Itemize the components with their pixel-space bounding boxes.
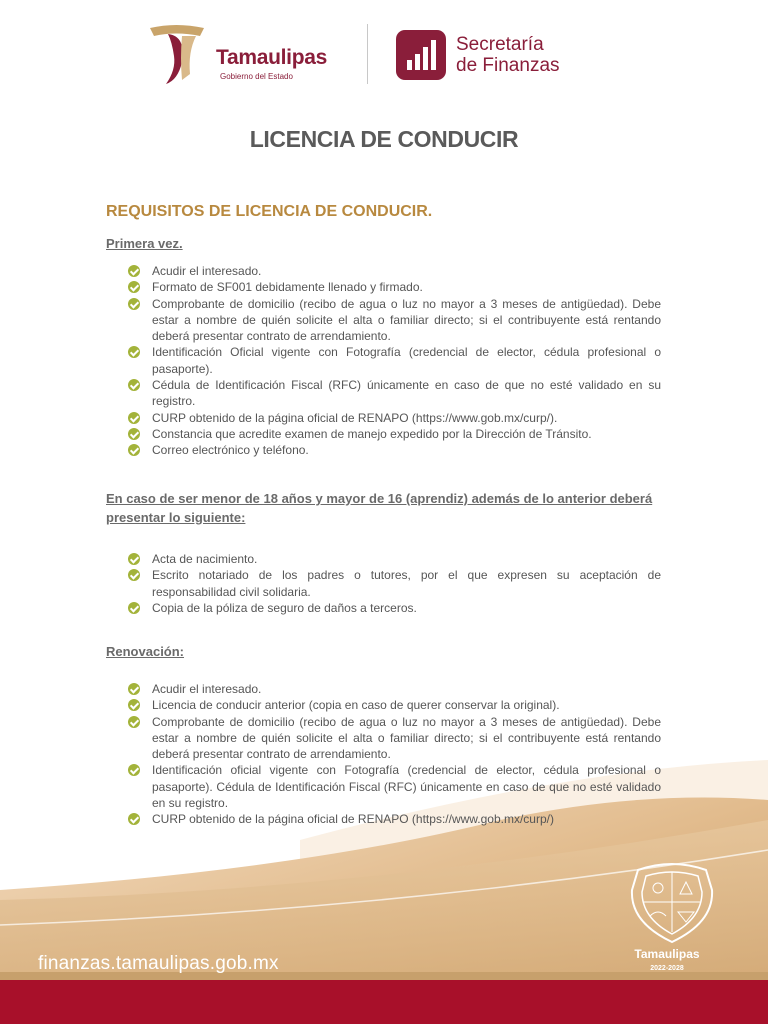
check-circle-icon — [128, 346, 140, 358]
check-circle-icon — [128, 412, 140, 424]
check-circle-icon — [128, 716, 140, 728]
check-circle-icon — [128, 379, 140, 391]
requirements-list-menor-de-edad — [128, 551, 661, 616]
requirements-title: REQUISITOS DE LICENCIA DE CONDUCIR. — [106, 203, 433, 220]
check-circle-icon — [128, 602, 140, 614]
tamaulipas-logo-icon — [146, 22, 206, 84]
requirements-list-renovacion — [128, 681, 661, 828]
list-item: Acudir el interesado. — [128, 263, 661, 279]
check-circle-icon — [128, 699, 140, 711]
list-item: Acta de nacimiento. — [128, 551, 661, 567]
list-item: Acudir el interesado. — [128, 681, 661, 697]
check-circle-icon — [128, 281, 140, 293]
section-heading-renovacion: Renovación: — [106, 644, 185, 659]
state-subtitle: Gobierno del Estado — [220, 72, 293, 81]
check-circle-icon — [128, 553, 140, 565]
list-item: Constancia que acredite examen de manejo expedido por la Dirección de Tránsito. — [128, 426, 661, 442]
footer-url: finanzas.tamaulipas.gob.mx — [38, 953, 279, 974]
list-item: Escrito notariado de los padres o tutores, por el que expresen su aceptación de responsabilidad civil solidaria. — [128, 567, 661, 600]
state-seal-icon — [624, 860, 720, 944]
check-circle-icon — [128, 569, 140, 581]
check-circle-icon — [128, 265, 140, 277]
header-divider — [367, 24, 368, 84]
page-title: LICENCIA DE CONDUCIR — [249, 126, 519, 152]
check-circle-icon — [128, 764, 140, 776]
secretaria-finanzas-name — [456, 34, 560, 76]
state-name: Tamaulipas — [216, 46, 327, 69]
list-item: Cédula de Identificación Fiscal (RFC) únicamente en caso de que no esté validado en su registro. — [128, 377, 661, 410]
secretaria-line2: de Finanzas — [456, 55, 560, 76]
check-circle-icon — [128, 683, 140, 695]
tamaulipas-logo — [140, 18, 370, 88]
list-item: CURP obtenido de la página oficial de RENAPO (https://www.gob.mx/curp/). — [128, 410, 661, 426]
list-item: Correo electrónico y teléfono. — [128, 442, 661, 458]
list-item: Identificación Oficial vigente con Fotografía (credencial de elector, cédula profesional o pasaporte). — [128, 344, 661, 377]
requirements-list-primera-vez — [128, 263, 661, 459]
seal-years: 2022-2028 — [650, 965, 684, 972]
check-circle-icon — [128, 298, 140, 310]
section-heading-menor-de-edad: En caso de ser menor de 18 años y mayor de 16 (aprendiz) además de lo anterior deberá presentar lo siguiente: — [106, 491, 653, 525]
finanzas-bars-icon — [396, 30, 446, 80]
list-item: CURP obtenido de la página oficial de RENAPO (https://www.gob.mx/curp/) — [128, 811, 661, 827]
page-header — [140, 18, 580, 88]
check-circle-icon — [128, 813, 140, 825]
seal-state-name: Tamaulipas — [634, 947, 700, 961]
section-heading-primera-vez: Primera vez. — [106, 236, 183, 251]
list-item: Identificación oficial vigente con Fotografía (credencial de elector, cédula profesional o pasaporte). Cédula de Identificación Fiscal (RFC) únicamente en caso de que no esté validado en su registro. — [128, 762, 661, 811]
secretaria-line1: Secretaría — [456, 34, 544, 55]
list-item: Licencia de conducir anterior (copia en caso de querer conservar la original). — [128, 697, 661, 713]
list-item: Comprobante de domicilio (recibo de agua o luz no mayor a 3 meses de antigüedad). Debe estar a nombre de quién solicite el alta o familiar directo; si el contribuyente está rentando deberá presentar contrato de arrendamiento. — [128, 714, 661, 763]
list-item: Comprobante de domicilio (recibo de agua o luz no mayor a 3 meses de antigüedad). Debe estar a nombre de quién solicite el alta o familiar directo; si el contribuyente está rentando deberá presentar contrato de arrendamiento. — [128, 296, 661, 345]
check-circle-icon — [128, 428, 140, 440]
list-item: Formato de SF001 debidamente llenado y firmado. — [128, 279, 661, 295]
list-item: Copia de la póliza de seguro de daños a terceros. — [128, 600, 661, 616]
check-circle-icon — [128, 444, 140, 456]
